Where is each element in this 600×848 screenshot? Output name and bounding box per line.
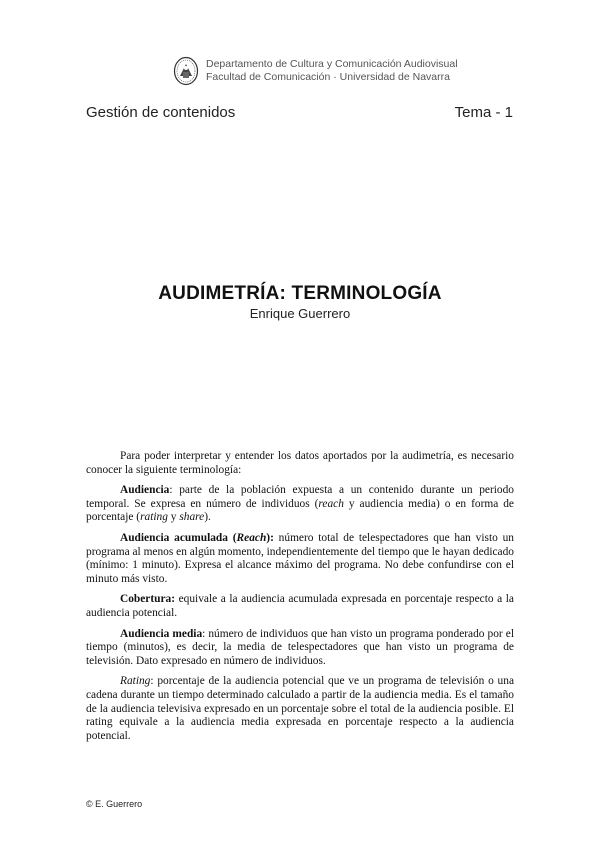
department-header xyxy=(206,58,458,84)
footer-copyright: © E. Guerrero xyxy=(86,799,143,809)
audiencia-italic-reach: reach xyxy=(318,497,344,510)
course-subject: Gestión de contenidos xyxy=(86,104,236,121)
document-title: AUDIMETRÍA: TERMINOLOGÍA xyxy=(158,283,442,304)
acumulada-term-italic: Reach xyxy=(236,531,267,544)
rating-term: Rating xyxy=(120,675,151,688)
audiencia-text-2: y audiencia media) o en forma de porcentaje ( xyxy=(86,497,514,524)
department-name: Departamento de Cultura y Comunicación Audiovisual xyxy=(206,58,458,70)
document-author: Enrique Guerrero xyxy=(249,306,351,321)
cobertura-term: Cobertura: xyxy=(120,593,176,606)
acumulada-term-end: ): xyxy=(266,531,274,544)
media-paragraph xyxy=(86,628,514,669)
university-seal-icon xyxy=(173,56,199,86)
audiencia-text-1: : parte de la población expuesta a un contenido durante un periodo temporal. Se expresa en número de individuos ( xyxy=(86,484,514,510)
rating-paragraph xyxy=(86,675,514,743)
audiencia-term: Audiencia xyxy=(120,484,170,497)
cobertura-paragraph xyxy=(86,593,514,620)
audiencia-italic-rating: rating xyxy=(140,511,168,524)
audiencia-text-4: ). xyxy=(204,511,211,524)
document-body xyxy=(86,450,514,750)
audiencia-italic-share: share xyxy=(179,511,205,524)
intro-text: Para poder interpretar y entender los datos aportados por la audimetría, es necesario conocer la siguiente terminología: xyxy=(86,450,514,476)
media-text: : número de individuos que han visto un programa ponderado por el tiempo (minutos), es decir, la media de telespectadores que han visto un programa de televisión. Dato expresado en número de individuos. xyxy=(86,627,514,667)
media-term: Audiencia media xyxy=(120,627,203,640)
intro-paragraph xyxy=(86,450,514,477)
cobertura-text: equivale a la audiencia acumulada expresada en porcentaje respecto a la audiencia potencial. xyxy=(86,593,514,619)
acumulada-term xyxy=(120,532,274,544)
audiencia-paragraph xyxy=(86,484,514,525)
acumulada-text: número total de telespectadores que han visto un programa al menos en algún momento, independientemente del tiempo que le hayan dedicado (mínimo: 1 minuto). Expresa el alcance máximo del programa. No debe confundirse con el minuto más visto. xyxy=(86,531,514,585)
course-topic: Tema - 1 xyxy=(454,104,513,121)
faculty-name: Facultad de Comunicación · Universidad de Navarra xyxy=(206,71,450,83)
acumulada-term-text: Audiencia acumulada ( xyxy=(120,531,237,544)
audiencia-text-3: y xyxy=(167,511,180,524)
rating-text: : porcentaje de la audiencia potencial que ve un programa de televisión o una cadena durante un tiempo determinado calculado a partir de la audiencia media. Es el tamaño de la audiencia televisiva expresado en un porcentaje sobre el total de la audiencia posible. El rating equivale a la audiencia media expresada en porcentaje respecto a la audiencia potencial. xyxy=(86,675,514,742)
acumulada-paragraph xyxy=(86,532,514,586)
